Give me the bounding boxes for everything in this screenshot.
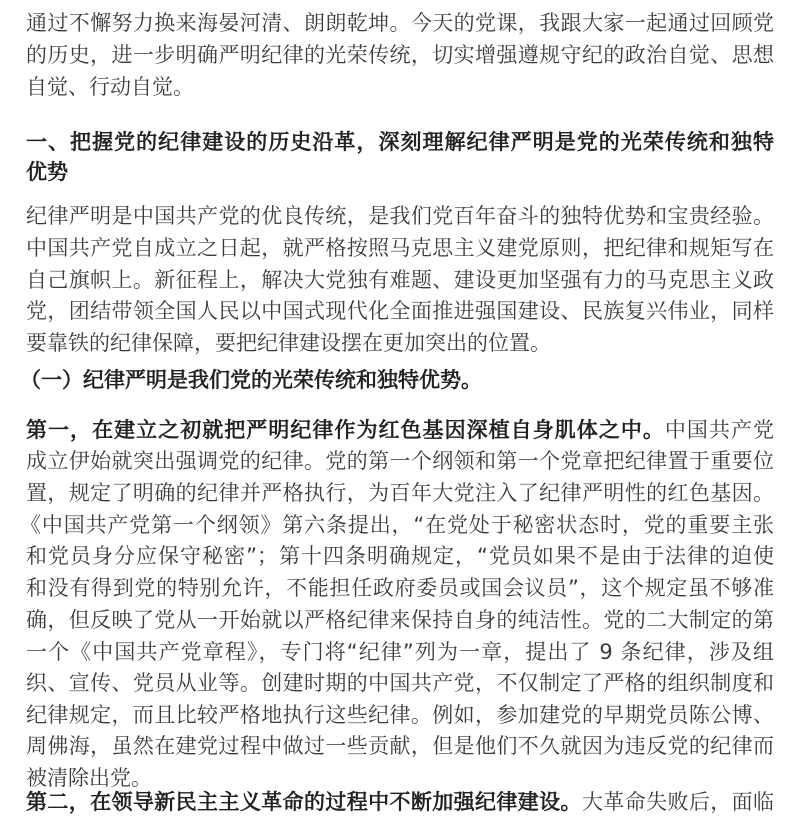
point-text: 中国共产党 (664, 418, 775, 442)
intro-line: 的历史，进一步明确严明纪律的光荣传统，切实增强遵规守纪的政治自觉、思想 (26, 43, 774, 67)
subsection-heading: （一）纪律严明是我们党的光荣传统和独特优势。 (20, 368, 482, 392)
paragraph-line: 党，团结带领全国人民以中国式现代化全面推进强国建设、民族复兴伟业，同样 (26, 299, 774, 323)
intro-line: 自觉、行动自觉。 (26, 75, 194, 99)
section-heading: 优势 (26, 160, 68, 184)
paragraph-line: 纪律严明是中国共产党的优良传统，是我们党百年奋斗的独特优势和宝贵经验。 (26, 204, 774, 228)
paragraph-line: 要靠铁的纪律保障，要把纪律建设摆在更加突出的位置。 (26, 331, 551, 355)
paragraph-line: 确，但反映了党从一开始就以严格纪律来保持自身的纯洁性。党的二大制定的第 (26, 608, 774, 632)
point-text: 大革命失败后，面临 (581, 790, 775, 814)
paragraph-line: 中国共产党自成立之日起，就严格按照马克思主义建党原则，把纪律和规矩写在 (26, 236, 774, 260)
paragraph-line: 和没有得到党的特别允许，不能担任政府委员或国会议员”，这个规定虽不够准 (26, 576, 774, 600)
paragraph-line: 置，规定了明确的纪律并严格执行，为百年大党注入了纪律严明性的红色基因。 (26, 481, 774, 505)
paragraph-line: 自己旗帜上。新征程上，解决大党独有难题、建设更加坚强有力的马克思主义政 (26, 268, 774, 292)
point-lead: 第一，在建立之初就把严明纪律作为红色基因深植自身肌体之中。 (26, 418, 665, 442)
section-heading: 一、把握党的纪律建设的历史沿革，深刻理解纪律严明是党的光荣传统和独特 (26, 130, 774, 154)
point-first-line (26, 416, 774, 444)
paragraph-line: 一个《中国共产党章程》，专门将“纪律”列为一章，提出了 9 条纪律，涉及组 (26, 640, 774, 664)
paragraph-line: 被清除出党。 (26, 766, 152, 790)
intro-line: 通过不懈努力换来海晏河清、朗朗乾坤。今天的党课，我跟大家一起通过回顾党 (26, 11, 774, 35)
paragraph-line: 和党员身分应保守秘密”；第十四条明确规定，“党员如果不是由于法律的迫使 (26, 544, 774, 568)
point-first-line (26, 788, 774, 816)
paragraph-line: 织、宣传、党员从业等。创建时期的中国共产党，不仅制定了严格的组织制度和 (26, 671, 774, 695)
paragraph-line: 纪律规定，而且比较严格地执行这些纪律。例如，参加建党的早期党员陈公博、 (26, 703, 774, 727)
paragraph-line: 周佛海，虽然在建党过程中做过一些贡献，但是他们不久就因为违反党的纪律而 (26, 734, 774, 758)
paragraph-line: 《中国共产党第一个纲领》第六条提出，“在党处于秘密状态时，党的重要主张 (20, 513, 774, 537)
paragraph-line: 成立伊始就突出强调党的纪律。党的第一个纲领和第一个党章把纪律置于重要位 (26, 449, 774, 473)
point-lead: 第二，在领导新民主主义革命的过程中不断加强纪律建设。 (26, 790, 582, 814)
